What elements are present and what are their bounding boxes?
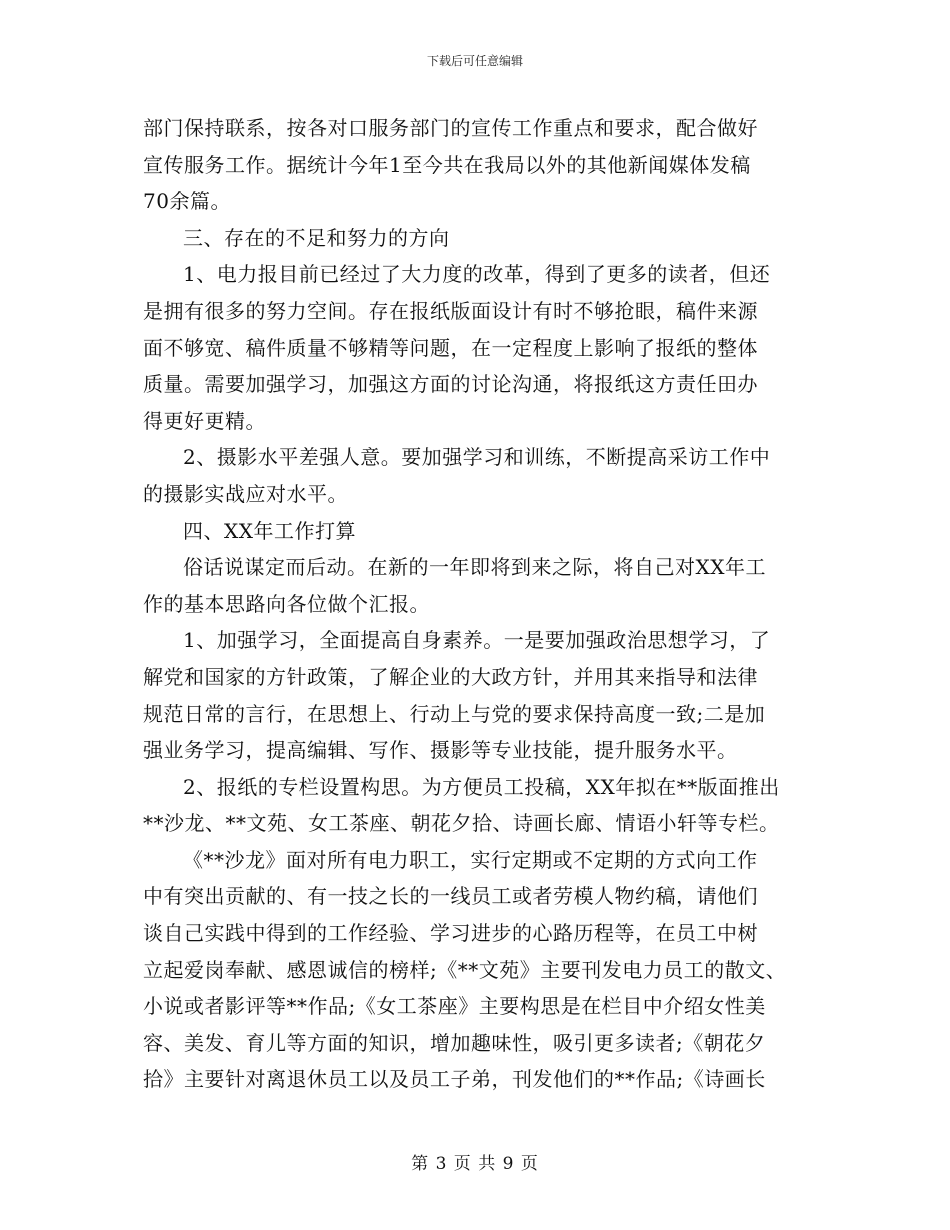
text-line-14: 作的基本思路向各位做个汇报。 <box>143 591 430 616</box>
text-line-19: 2、报纸的专栏设置构思。为方便员工投稿，XX年拟在**版面推出 <box>183 774 780 799</box>
text-line-16: 解党和国家的方针政策，了解企业的大政方针，并用其来指导和法律 <box>143 664 758 689</box>
text-line-22: 中有突出贡献的、有一技之长的一线员工或者劳模人物约稿，请他们 <box>143 884 758 909</box>
text-line-24: 立起爱岗奉献、感恩诚信的榜样;《**文苑》主要刊发电力员工的散文、 <box>143 957 787 982</box>
text-line-20: **沙龙、**文苑、女工茶座、朝花夕拾、诗画长廊、情语小轩等专栏。 <box>143 811 780 836</box>
text-line-8: 质量。需要加强学习，加强这方面的讨论沟通，将报纸这方责任田办 <box>143 372 758 397</box>
text-line-27: 拾》主要针对离退休员工以及员工子弟，刊发他们的**作品;《诗画长 <box>143 1067 766 1092</box>
page-header: 下载后可任意编辑 <box>426 54 523 68</box>
document-body <box>143 110 819 1098</box>
text-line-5: 1、电力报目前已经过了大力度的改革，得到了更多的读者，但还 <box>183 262 771 287</box>
text-line-9: 得更好更精。 <box>143 408 266 433</box>
text-line-15: 1、加强学习，全面提高自身素养。一是要加强政治思想学习，了 <box>183 628 771 653</box>
text-line-25: 小说或者影评等**作品;《女工茶座》主要构思是在栏目中介绍女性美 <box>143 994 766 1019</box>
text-line-26: 容、美发、育儿等方面的知识，增加趣味性，吸引更多读者;《朝花夕 <box>143 1030 766 1055</box>
text-line-7: 面不够宽、稿件质量不够精等问题，在一定程度上影响了报纸的整体 <box>143 335 758 360</box>
text-line-10: 2、摄影水平差强人意。要加强学习和训练，不断提高采访工作中 <box>183 445 771 470</box>
text-line-18: 强业务学习，提高编辑、写作、摄影等专业技能，提升服务水平。 <box>143 738 738 763</box>
section-heading-4: 四、XX年工作打算 <box>183 518 356 543</box>
text-line-13: 俗话说谋定而后动。在新的一年即将到来之际，将自己对XX年工 <box>183 555 766 580</box>
text-line-23: 谈自己实践中得到的工作经验、学习进步的心路历程等，在员工中树 <box>143 921 758 946</box>
text-line-3: 70余篇。 <box>143 189 231 214</box>
page-number-footer: 第 3 页 共 9 页 <box>411 1154 539 1174</box>
text-line-2: 宣传服务工作。据统计今年1至今共在我局以外的其他新闻媒体发稿 <box>143 152 751 177</box>
text-line-21: 《**沙龙》面对所有电力职工，实行定期或不定期的方式向工作 <box>183 847 758 872</box>
text-line-6: 是拥有很多的努力空间。存在报纸版面设计有时不够抢眼，稿件来源 <box>143 298 758 323</box>
text-line-11: 的摄影实战应对水平。 <box>143 481 348 506</box>
text-line-17: 规范日常的言行，在思想上、行动上与党的要求保持高度一致;二是加 <box>143 701 766 726</box>
section-heading-3: 三、存在的不足和努力的方向 <box>183 225 450 250</box>
text-line-1: 部门保持联系，按各对口服务部门的宣传工作重点和要求，配合做好 <box>143 116 758 140</box>
